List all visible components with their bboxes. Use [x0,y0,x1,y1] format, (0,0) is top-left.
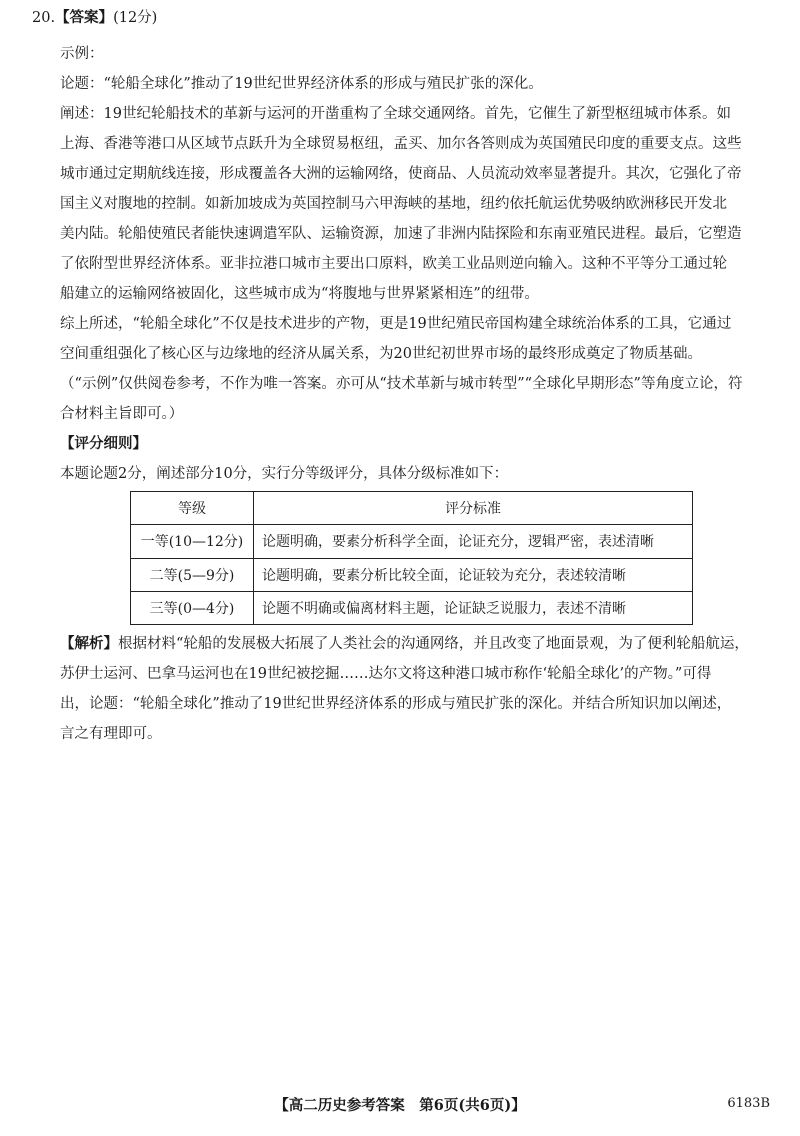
note-line: （“示例”仅供阅卷参考，不作为唯一答案。亦可从“技术革新与城市转型”“全球化早期形态”等角度立论，符 [60,376,743,392]
document-code: 6183B [727,1096,770,1111]
table-row [131,558,693,591]
header-grade: 等级 [131,492,254,525]
elaboration-line: 船建立的运输网络被固化，这些城市成为“将腹地与世界紧紧相连”的纽带。 [60,286,539,302]
criteria-cell: 论题不明确或偏离材料主题，论证缺乏说服力，表述不清晰 [254,591,693,624]
elaboration-line: 了依附型世界经济体系。亚非拉港口城市主要出口原料，欧美工业品则逆向输入。这种不平等分工通过轮 [60,256,727,272]
table-row [131,525,693,558]
elaboration-line: 上海、香港等港口从区域节点跃升为全球贸易枢纽，孟买、加尔各答则成为英国殖民印度的重要支点。这些 [60,136,742,152]
analysis-line: 苏伊士运河、巴拿马运河也在19世纪被挖掘……达尔文将这种港口城市称作‘轮船全球化’的产物。”可得 [60,666,712,682]
grade-cell: 一等(10—12分) [131,525,254,558]
criteria-cell: 论题明确，要素分析比较全面，论证较为充分，表述较清晰 [254,558,693,591]
rubric-intro: 本题论题2分，阐述部分10分，实行分等级评分，具体分级标准如下： [60,466,509,482]
grading-table [130,491,693,625]
question-score: (12分) [113,10,158,26]
analysis-line: 出，论题：“轮船全球化”推动了19世纪世界经济体系的形成与殖民扩张的深化。并结合所知识加以阐述， [60,696,732,712]
grade-cell: 二等(5—9分) [131,558,254,591]
header-criteria: 评分标准 [254,492,693,525]
question-number: 20. [32,10,56,26]
analysis-first-line [60,634,749,654]
analysis-line: 言之有理即可。 [60,726,162,742]
elaboration-line: 城市通过定期航线连接，形成覆盖各大洲的运输网络，使商品、人员流动效率显著提升。其次，它强化了帝 [60,166,742,182]
example-label: 示例： [60,46,104,62]
elaboration-line: 阐述：19世纪轮船技术的革新与运河的开凿重构了全球交通网络。首先，它催生了新型枢纽城市体系。如 [60,106,731,122]
elaboration-line: 美内陆。轮船使殖民者能快速调遣军队、运输资源，加速了非洲内陆探险和东南亚殖民进程。最后，它塑造 [60,226,742,242]
note-line: 合材料主旨即可。） [60,406,184,422]
table-row [131,591,693,624]
conclusion-line: 空间重组强化了核心区与边缘地的经济从属关系，为20世纪初世界市场的最终形成奠定了物质基础。 [60,346,702,362]
criteria-cell: 论题明确，要素分析科学全面，论证充分，逻辑严密，表述清晰 [254,525,693,558]
elaboration-line: 国主义对腹地的控制。如新加坡成为英国控制马六甲海峡的基地，纽约依托航运优势吸纳欧洲移民开发北 [60,196,727,212]
page-footer: 【高二历史参考答案 第6页(共6页)】 [274,1097,526,1114]
answer-tag: 【答案】 [55,9,114,26]
thesis: 论题：“轮船全球化”推动了19世纪世界经济体系的形成与殖民扩张的深化。 [60,76,543,92]
grade-cell: 三等(0—4分) [131,591,254,624]
rubric-heading: 【评分细则】 [60,435,147,452]
question-header [32,8,157,28]
table-header-row [131,492,693,525]
analysis-tag: 【解析】 [60,635,118,652]
conclusion-line: 综上所述，“轮船全球化”不仅是技术进步的产物，更是19世纪殖民帝国构建全球统治体系的工具，它通过 [60,316,732,332]
analysis-text: 根据材料“轮船的发展极大拓展了人类社会的沟通网络，并且改变了地面景观，为了便利轮船航运， [118,636,749,652]
